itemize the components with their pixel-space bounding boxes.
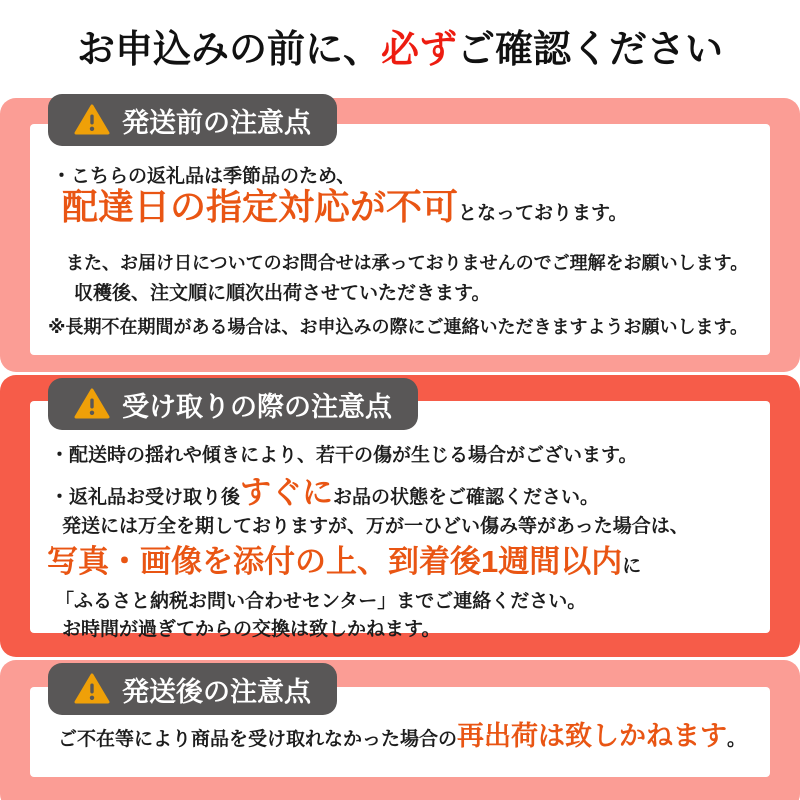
notice-line: 「ふるさと納税お問い合わせセンター」までご連絡ください。 bbox=[55, 591, 587, 612]
section-header-after-shipping bbox=[48, 663, 337, 715]
section-header-label: 受け取りの際の注意点 bbox=[122, 391, 392, 422]
notice-line: お時間が過ぎてからの交換は致しかねます。 bbox=[62, 619, 441, 640]
section-header-label: 発送後の注意点 bbox=[122, 676, 311, 707]
plain-text: お品の状態をご確認ください。 bbox=[333, 487, 600, 508]
section-header-label: 発送前の注意点 bbox=[122, 107, 311, 138]
plain-text: 。 bbox=[727, 729, 747, 750]
section-before-shipping bbox=[0, 98, 800, 372]
highlight-text: 写真・画像を添付の上、到着後1週間以内 bbox=[47, 544, 623, 579]
highlight-text: すぐに bbox=[240, 475, 334, 510]
title-text-post: ご確認ください bbox=[457, 29, 724, 71]
notice-line: 発送には万全を期しておりますが、万が一ひどい傷み等があった場合は、 bbox=[62, 516, 689, 537]
notice-line: ※長期不在期間がある場合は、お申込みの際にご連絡いただきますようお願いします。 bbox=[48, 317, 749, 337]
title-text-pre: お申込みの前に、 bbox=[76, 29, 381, 71]
notice-line: 収穫後、注文順に順次出荷させていただきます。 bbox=[74, 283, 491, 304]
highlight-text: 再出荷は致しかねます bbox=[457, 721, 728, 751]
warning-icon bbox=[74, 388, 110, 420]
notice-line: ・こちらの返礼品は季節品のため、 bbox=[52, 166, 356, 187]
page-title bbox=[0, 26, 800, 75]
plain-text: ご不在等により商品を受け取れなかった場合の bbox=[58, 729, 458, 750]
section-before-shipping-body bbox=[30, 124, 770, 355]
notice-line bbox=[58, 721, 746, 752]
highlight-text: 配達日の指定対応が不可 bbox=[62, 186, 459, 227]
notice-line bbox=[62, 186, 628, 227]
warning-icon bbox=[74, 104, 110, 136]
section-header-on-receipt bbox=[48, 378, 418, 430]
title-emphasis: 必ず bbox=[380, 29, 457, 71]
plain-text: ・返礼品お受け取り後 bbox=[50, 487, 241, 508]
notice-line bbox=[50, 475, 599, 511]
plain-text: に bbox=[622, 556, 642, 577]
notice-line bbox=[47, 544, 641, 580]
notice-line: ・配送時の揺れや傾きにより、若干の傷が生じる場合がございます。 bbox=[50, 445, 638, 466]
warning-icon bbox=[74, 673, 110, 705]
notice-line: また、お届け日についてのお問合せは承っておりませんのでご理解をお願いします。 bbox=[66, 253, 749, 273]
plain-text: となっております。 bbox=[458, 203, 628, 224]
section-header-before-shipping bbox=[48, 94, 337, 146]
section-after-shipping bbox=[0, 660, 800, 800]
section-on-receipt-body bbox=[30, 401, 770, 640]
section-on-receipt bbox=[0, 375, 800, 657]
